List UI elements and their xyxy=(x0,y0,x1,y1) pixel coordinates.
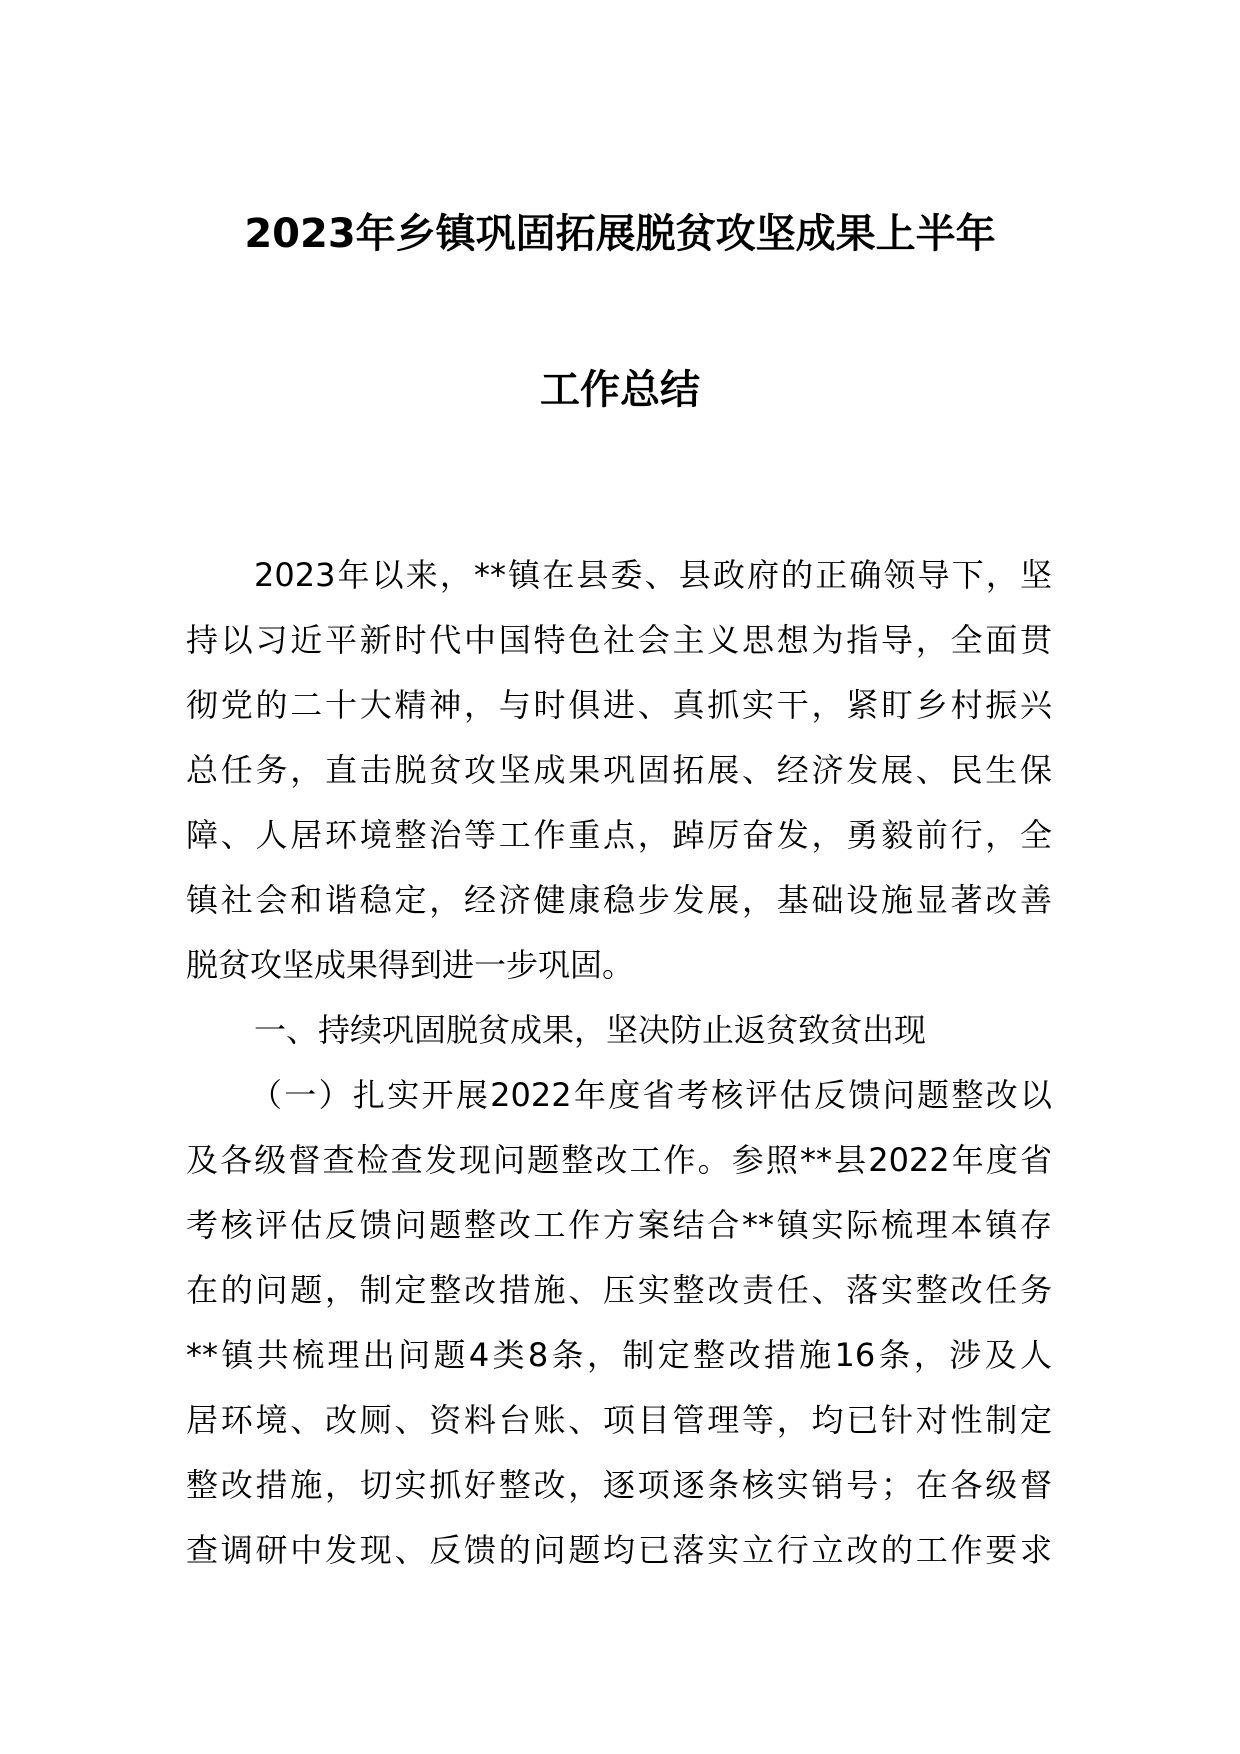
paragraph-line: 持以习近平新时代中国特色社会主义思想为指导，全面贯 xyxy=(186,621,1052,659)
section-heading-1 xyxy=(186,998,1052,1063)
paragraph-line: 2023年以来，**镇在县委、县政府的正确领导下，坚 xyxy=(254,556,1052,594)
paragraph-line: **镇共梳理出问题4类8条，制定整改措施16条，涉及人 xyxy=(186,1336,1052,1374)
paragraph-line: 障、人居环境整治等工作重点，踔厉奋发，勇毅前行，全 xyxy=(186,816,1052,854)
paragraph-line: 总任务，直击脱贫攻坚成果巩固拓展、经济发展、民生保 xyxy=(186,751,1052,789)
paragraph-line: 考核评估反馈问题整改工作方案结合**镇实际梳理本镇存 xyxy=(186,1206,1052,1244)
paragraph-line: 镇社会和谐稳定，经济健康稳步发展，基础设施显著改善 xyxy=(186,881,1052,919)
paragraph-subsection-1 xyxy=(186,1063,1052,1583)
paragraph-intro xyxy=(186,543,1052,998)
paragraph-line: 彻党的二十大精神，与时俱进、真抓实干，紧盯乡村振兴 xyxy=(186,686,1052,724)
document-title-line-2: 工作总结 xyxy=(540,367,700,413)
paragraph-line: （一）扎实开展2022年度省考核评估反馈问题整改以 xyxy=(250,1076,1052,1114)
paragraph-line: 整改措施，切实抓好整改，逐项逐条核实销号；在各级督 xyxy=(186,1466,1052,1504)
document-title-line-1: 2023年乡镇巩固拓展脱贫攻坚成果上半年 xyxy=(244,211,996,257)
section-heading-text: 一、持续巩固脱贫成果，坚决防止返贫致贫出现 xyxy=(254,1011,927,1049)
paragraph-line: 查调研中发现、反馈的问题均已落实立行立改的工作要求 xyxy=(186,1531,1052,1569)
paragraph-line: 在的问题，制定整改措施、压实整改责任、落实整改任务 xyxy=(186,1271,1052,1309)
paragraph-line: 及各级督查检查发现问题整改工作。参照**县2022年度省 xyxy=(186,1141,1052,1179)
paragraph-line: 居环境、改厕、资料台账、项目管理等，均已针对性制定 xyxy=(186,1401,1052,1439)
paragraph-line: 脱贫攻坚成果得到进一步巩固。 xyxy=(186,946,635,984)
